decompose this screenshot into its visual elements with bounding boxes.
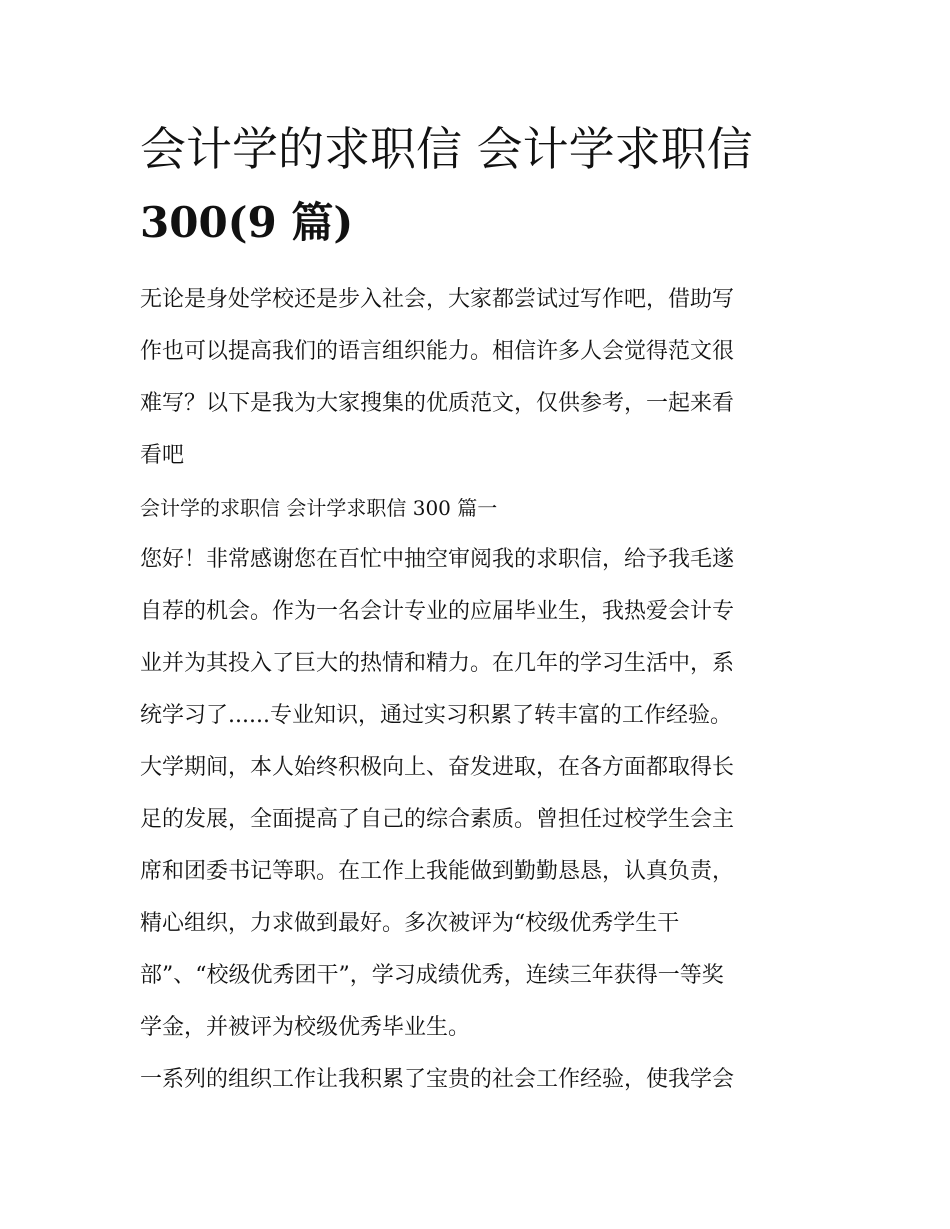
- intro-line: 无论是身处学校还是步入社会，大家都尝试过写作吧，借助写: [140, 287, 735, 312]
- title-line-1: 会计学的求职信 会计学求职信: [140, 122, 753, 176]
- title-line-2: 300(9 篇): [140, 198, 354, 247]
- document-title: [140, 112, 820, 260]
- letter-line: 足的发展，全面提高了自己的综合素质。曾担任过校学生会主: [140, 807, 735, 832]
- letter-line: 精心组织，力求做到最好。多次被评为“校级优秀学生干: [140, 911, 680, 936]
- letter-line: 业并为其投入了巨大的热情和精力。在几年的学习生活中，系: [140, 651, 735, 676]
- letter-line: 部”、“校级优秀团干”，学习成绩优秀，连续三年获得一等奖: [140, 963, 724, 988]
- intro-line: 看吧: [140, 443, 185, 468]
- section-heading-text: 会计学的求职信 会计学求职信 300 篇一: [140, 496, 498, 520]
- letter-line: 统学习了......专业知识，通过实习积累了转丰富的工作经验。: [140, 703, 732, 728]
- section-heading: [140, 482, 820, 534]
- intro-line: 难写？以下是我为大家搜集的优质范文，仅供参考，一起来看: [140, 391, 735, 416]
- letter-line: 一系列的组织工作让我积累了宝贵的社会工作经验，使我学会: [140, 1067, 735, 1092]
- letter-line: 学金，并被评为校级优秀毕业生。: [140, 1015, 471, 1040]
- letter-line: 自荐的机会。作为一名会计专业的应届毕业生，我热爱会计专: [140, 599, 735, 624]
- intro-line: 作也可以提高我们的语言组织能力。相信许多人会觉得范文很: [140, 339, 735, 364]
- letter-paragraph: [140, 534, 820, 1054]
- letter-line: 席和团委书记等职。在工作上我能做到勤勤恳恳，认真负责，: [140, 859, 735, 884]
- document-body: [140, 274, 820, 1106]
- letter-paragraph-2: [140, 1054, 820, 1106]
- intro-paragraph: [140, 274, 820, 482]
- letter-line: 大学期间，本人始终积极向上、奋发进取，在各方面都取得长: [140, 755, 735, 780]
- letter-line: 您好！非常感谢您在百忙中抽空审阅我的求职信，给予我毛遂: [140, 547, 735, 572]
